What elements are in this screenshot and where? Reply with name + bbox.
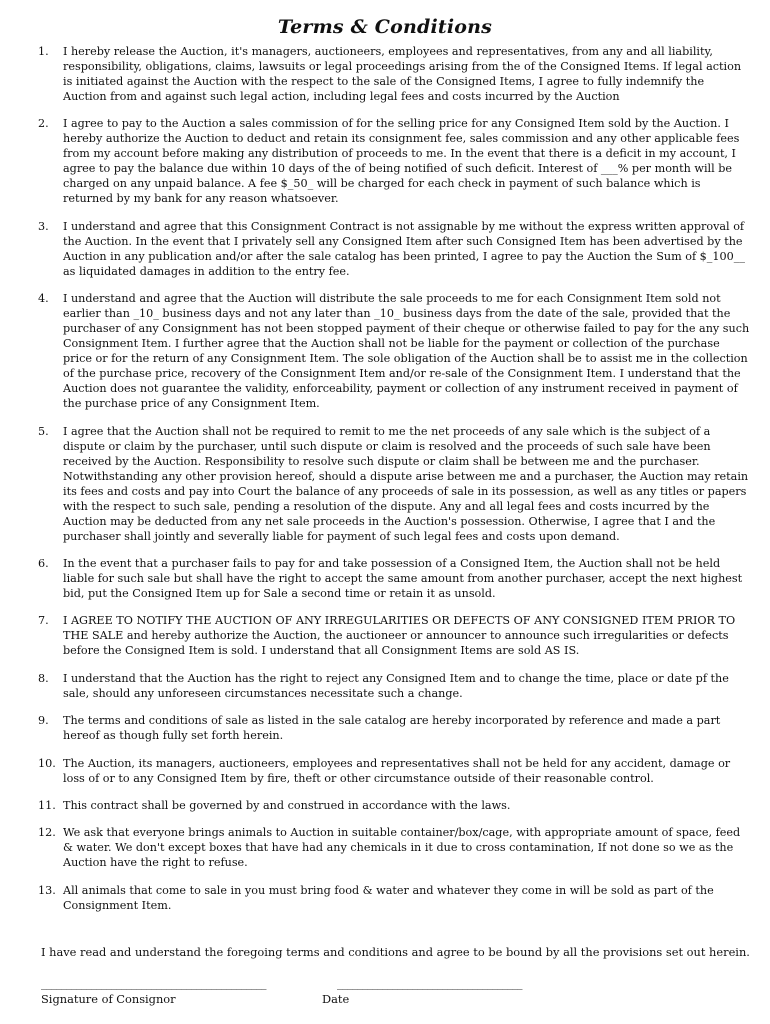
term-number: 5. <box>38 424 49 438</box>
term-item <box>38 44 750 104</box>
term-number: 2. <box>38 117 49 131</box>
term-number: 4. <box>38 292 49 306</box>
term-number: 7. <box>38 614 49 628</box>
term-text: I agree to pay to the Auction a sales commission of for the selling price for any Consigned Item sold by the Auction. I hereby authorize the Auction to deduct and retain its consignment fee, sales commission and any other applicable fees from my account before making any distribution of proceeds to me. In the event that there is a deficit in my account, I agree to pay the balance due within 10 days of the of being notified of such deficit. Interest of ___% per month will be charged on any unpaid balance. A fee $_50_ will be charged for each check in payment of such balance which is returned by my bank for any reason whatsoever. <box>63 117 740 206</box>
term-text: This contract shall be governed by and construed in accordance with the laws. <box>63 798 511 812</box>
term-text: I understand and agree that this Consignment Contract is not assignable by me without the express written approval of the Auction. In the event that I privately sell any Consigned Item after such Consigned Item has been advertised by the Auction in any publication and/or after the sale catalog has been printed, I agree to pay the Auction the Sum of $_100__ as liquidated damages in addition to the entry fee. <box>63 219 745 278</box>
term-item <box>38 671 750 701</box>
term-text: All animals that come to sale in you must bring food & water and whatever they come in will be sold as part of the Consignment Item. <box>63 883 714 912</box>
term-number: 10. <box>38 756 56 770</box>
term-text: In the event that a purchaser fails to pay for and take possession of a Consigned Item, the Auction shall not be held liable for such sale but shall have the right to accept the same amount from another purchaser, accept the next highest bid, put the Consigned Item up for Sale a second time or retain it as unsold. <box>63 556 743 600</box>
term-text: We ask that everyone brings animals to Auction in suitable container/box/cage, with appropriate amount of space, feed & water. We don't except boxes that have had any chemicals in it due to cross contamination, If not done so we as the Auction have the right to refuse. <box>63 826 741 870</box>
term-text: I hereby release the Auction, it's managers, auctioneers, employees and representatives, from any and all liability, responsibility, obligations, claims, lawsuits or legal proceedings arising from the of the Consigned Items. If legal action is initiated against the Auction with the respect to the sale of the Consigned Items, I agree to fully indemnify the Auction from and against such legal action, including legal fees and costs incurred by the Auction <box>63 45 742 103</box>
term-item <box>38 219 750 279</box>
agreement-statement: I have read and understand the foregoing terms and conditions and agree to be bound by all the provisions set out herein. <box>41 945 750 959</box>
term-item <box>38 798 750 813</box>
date-line: _____________________________________ <box>337 978 522 990</box>
term-item <box>38 116 750 206</box>
term-item <box>38 291 750 411</box>
term-number: 12. <box>38 826 56 840</box>
term-number: 8. <box>38 671 49 685</box>
term-item <box>38 424 750 544</box>
term-item <box>38 613 750 658</box>
term-item <box>38 883 750 913</box>
term-text: I understand that the Auction has the right to reject any Consigned Item and to change the time, place or date pf the sale, should any unforeseen circumstances necessitate such a change. <box>63 671 729 700</box>
document-title: Terms & Conditions <box>277 16 493 38</box>
terms-list <box>38 44 750 925</box>
term-text: I understand and agree that the Auction will distribute the sale proceeds to me for each Consignment Item sold not earlier than _10_ business days and not any later than _10_ business days from the date of the sale, provided that the purchaser of any Consignment has not been stopped payment of their cheque or otherwise failed to pay for the any such Consignment Item. I further agree that the Auction shall not be liable for the payment or collection of the purchase price or for the return of any Consignment Item. The sole obligation of the Auction shall be to assist me in the collection of the purchase price, recovery of the Consignment Item and/or re-sale of the Consignment Item. I understand that the Auction does not guarantee the validity, enforceability, payment or collection of any instrument received in payment of the purchase price of any Consignment Item. <box>63 292 750 411</box>
term-text: I AGREE TO NOTIFY THE AUCTION OF ANY IRREGULARITIES OR DEFECTS OF ANY CONSIGNED ITEM PRIOR TO THE SALE and hereby authorize the Auction, the auctioneer or announcer to announce such irregularities or defects before the Consigned Item is sold. I understand that all Consignment Items are sold AS IS. <box>63 614 736 658</box>
term-item <box>38 556 750 601</box>
term-number: 9. <box>38 714 49 728</box>
term-text: I agree that the Auction shall not be required to remit to me the net proceeds of any sale which is the subject of a dispute or claim by the purchaser, until such dispute or claim is resolved and the proceeds of such sale have been received by the Auction. Responsibility to resolve such dispute or claim shall be between me and the purchaser. Notwithstanding any other provision hereof, should a dispute arise between me and a purchaser, the Auction may retain its fees and costs and pay into Court the balance of any proceeds of sale in its possession, as well as any titles or papers with the respect to such sale, pending a resolution of the dispute. Any and all legal fees and costs incurred by the Auction may be deducted from any net sale proceeds in the Auction's possession. Otherwise, I agree that I and the purchaser shall jointly and severally liable for payment of such legal fees and costs upon demand. <box>63 424 749 543</box>
term-item <box>38 756 750 786</box>
term-item <box>38 825 750 870</box>
term-text: The Auction, its managers, auctioneers, employees and representatives shall not be held for any accident, damage or loss of or to any Consigned Item by fire, theft or other circumstance outside of their reasonable control. <box>63 756 731 785</box>
term-number: 1. <box>38 45 49 58</box>
term-number: 13. <box>38 883 56 897</box>
signature-label: Signature of Consignor <box>41 992 176 1006</box>
term-number: 3. <box>38 219 49 233</box>
date-label: Date <box>322 992 350 1006</box>
term-number: 11. <box>38 798 56 812</box>
term-text: The terms and conditions of sale as listed in the sale catalog are hereby incorporated by reference and made a part hereof as though fully set forth herein. <box>63 714 721 743</box>
signature-line: _____________________________________________ <box>41 978 266 990</box>
term-item <box>38 713 750 743</box>
term-number: 6. <box>38 556 49 570</box>
